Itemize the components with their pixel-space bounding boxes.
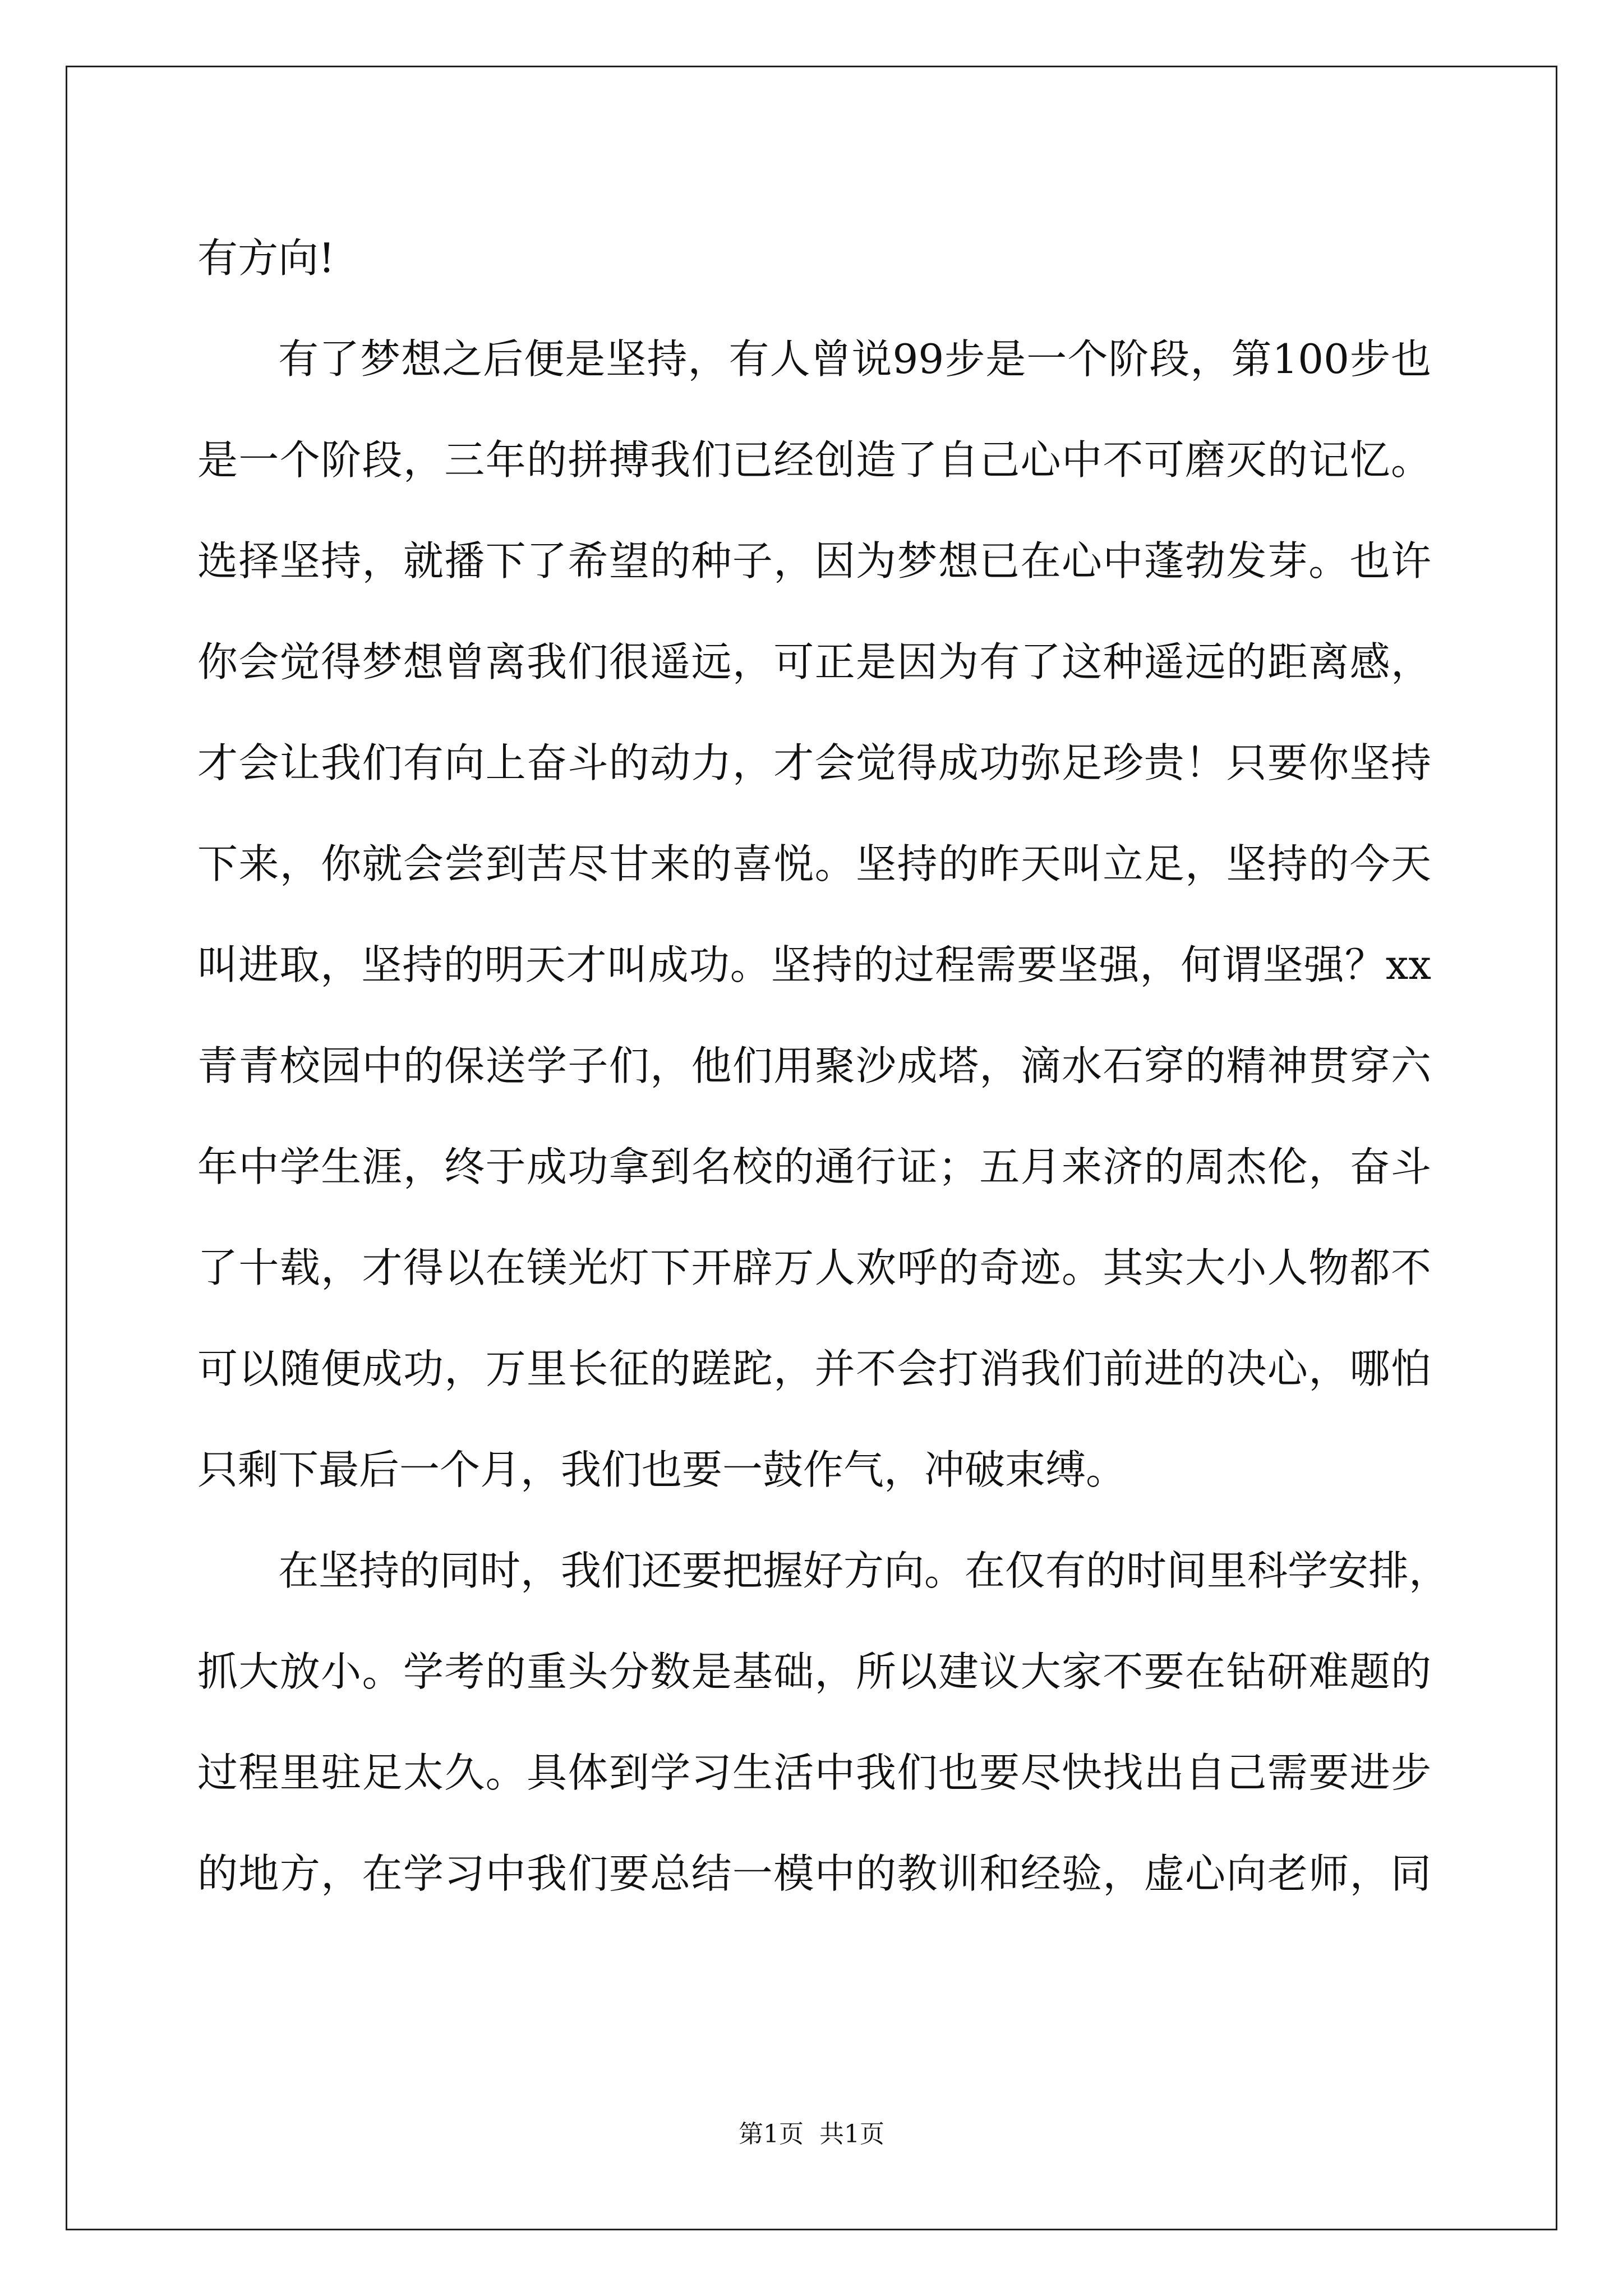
text-line: 有方向! [197,234,335,282]
page-count: 共1页 [819,2120,884,2148]
text-line: 是一个阶段，三年的拼搏我们已经创造了自己心中不可磨灭的记忆。 [197,436,1431,484]
text-line: 在坚持的同时，我们还要把握好方向。在仅有的时间里科学安排， [278,1547,1450,1594]
text-line: 过程里驻足太久。具体到学习生活中我们也要尽快找出自己需要进步 [197,1749,1431,1796]
text-line: 年中学生涯，终于成功拿到名校的通行证；五月来济的周杰伦，奋斗 [197,1143,1431,1190]
text-line: 叫进取，坚持的明天才叫成功。坚持的过程需要坚强，何谓坚强？xx [197,941,1431,988]
text-line: 你会觉得梦想曾离我们很遥远，可正是因为有了这种遥远的距离感， [197,638,1431,685]
text-line: 选择坚持，就播下了希望的种子，因为梦想已在心中蓬勃发芽。也许 [197,537,1431,585]
text-line: 下来，你就会尝到苦尽甘来的喜悦。坚持的昨天叫立足，坚持的今天 [197,840,1431,887]
text-line: 抓大放小。学考的重头分数是基础，所以建议大家不要在钻研难题的 [197,1648,1431,1695]
text-line: 了十载，才得以在镁光灯下开辟万人欢呼的奇迹。其实大小人物都不 [197,1244,1431,1291]
text-line: 可以随便成功，万里长征的蹉跎，并不会打消我们前进的决心，哪怕 [197,1345,1431,1392]
text-line: 的地方，在学习中我们要总结一模中的教训和经验，虚心向老师，同 [197,1850,1431,1897]
document-body [197,208,1450,1924]
text-line: 有了梦想之后便是坚持，有人曾说99步是一个阶段，第100步也 [278,335,1431,383]
text-line: 只剩下最后一个月，我们也要一鼓作气，冲破束缚。 [197,1446,1127,1493]
page-number: 第1页 [739,2120,804,2148]
text-line: 才会让我们有向上奋斗的动力，才会觉得成功弥足珍贵！只要你坚持 [197,739,1431,786]
page-footer [0,2114,1623,2150]
text-line: 青青校园中的保送学子们，他们用聚沙成塔，滴水石穿的精神贯穿六 [197,1042,1431,1089]
